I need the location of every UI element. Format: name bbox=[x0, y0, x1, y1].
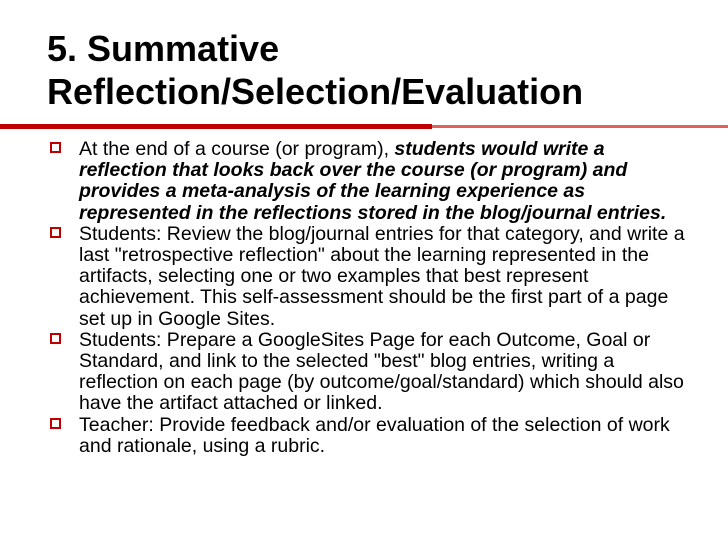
title-divider-light-segment bbox=[432, 125, 728, 128]
checkbox-bullet-icon bbox=[50, 142, 61, 153]
slide-title-line-1: 5. Summative bbox=[47, 28, 280, 69]
bullet-item-review-entries bbox=[47, 224, 697, 330]
bullet-text: Teacher: Provide feedback and/or evaluation of the selection of work and rationale, using a rubric. bbox=[79, 413, 670, 457]
slide-title bbox=[47, 27, 707, 113]
checkbox-bullet-icon bbox=[50, 333, 61, 344]
checkbox-bullet-icon bbox=[50, 418, 61, 429]
bullet-item-googlesites-page bbox=[47, 330, 697, 415]
title-divider bbox=[0, 124, 728, 129]
slide-title-line-2: Reflection/Selection/Evaluation bbox=[47, 71, 584, 112]
bullet-text: Students: Prepare a GoogleSites Page for each Outcome, Goal or Standard, and link to the selected "best" blog entries, writing a reflection on each page (by outcome/goal/standard) which should also have the artifact attached or linked. bbox=[79, 328, 684, 415]
checkbox-bullet-icon bbox=[50, 227, 61, 238]
bullet-item-teacher-feedback bbox=[47, 415, 697, 457]
bullet-item-course-reflection bbox=[47, 139, 697, 224]
bullet-list bbox=[47, 139, 697, 457]
title-divider-dark-segment bbox=[0, 124, 432, 129]
bullet-emphasis-text: students would write a reflection that looks back over the course (or program) and provides a meta-analysis of the learning experience as represented in the reflections stored in the blog/journal entries. bbox=[79, 138, 667, 224]
bullet-text: At the end of a course (or program), bbox=[79, 138, 395, 160]
bullet-text: Students: Review the blog/journal entries for that category, and write a last "retrospective reflection" about the learning represented in the artifacts, selecting one or two examples that best represent achievement. This self-assessment should be the first part of a page set up in Google Sites. bbox=[79, 222, 685, 330]
